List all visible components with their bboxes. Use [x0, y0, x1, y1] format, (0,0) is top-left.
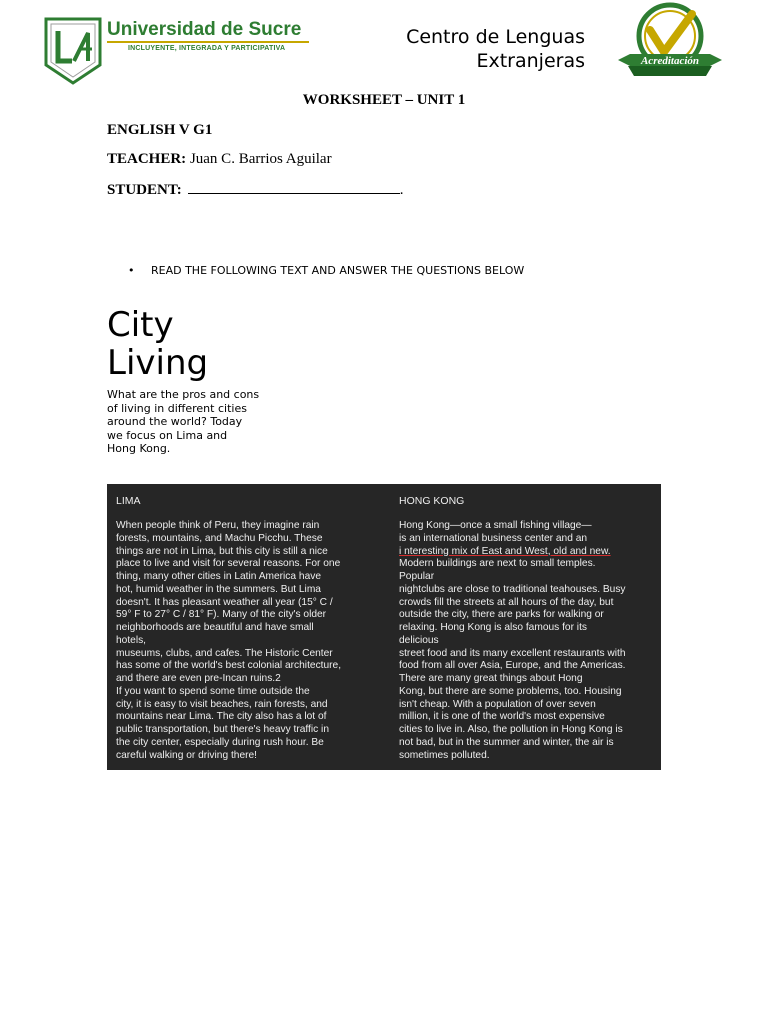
lima-line: has some of the world's best colonial architecture, [116, 660, 342, 672]
lima-line: hotels, [116, 634, 147, 646]
course-label: ENGLISH V G1 [107, 122, 213, 138]
intro-line: around the world? Today [107, 415, 243, 428]
lima-line: city, it is easy to visit beaches, rain forests, and [116, 698, 328, 710]
worksheet-title: WORKSHEET – UNIT 1 [302, 92, 466, 108]
language-center-name [406, 25, 585, 73]
hong-kong-line: outside the city, there are parks for walking or [399, 609, 604, 621]
hong-kong-line: is an international business center and an [399, 532, 588, 544]
hong-kong-line: relaxing. Hong Kong is also famous for its [399, 622, 587, 633]
hong-kong-line: delicious [399, 634, 439, 646]
article-title-line1: City [107, 305, 174, 345]
intro-line: of living in different cities [107, 401, 247, 415]
teacher-row [107, 151, 332, 168]
student-row [107, 181, 404, 199]
hong-kong-heading: HONG KONG [399, 495, 465, 507]
university-tagline: INCLUYENTE, INTEGRADA Y PARTICIPATIVA [128, 45, 286, 52]
lima-line: museums, clubs, and cafes. The Historic Center [116, 647, 333, 659]
hong-kong-body [399, 520, 655, 762]
student-blank-line[interactable] [188, 181, 400, 194]
lima-line: hot, humid weather in the summers. But Lima [116, 583, 321, 595]
intro-line: Hong Kong. [107, 442, 171, 455]
university-shield-logo [44, 15, 102, 85]
accreditation-text: Acreditación [640, 55, 700, 67]
header-divider [107, 41, 309, 43]
lima-line: place to live and visit for several reasons. For one [116, 558, 341, 570]
teacher-name: Juan C. Barrios Aguilar [189, 151, 332, 167]
hong-kong-line: Hong Kong—once a small fishing village— [399, 520, 592, 531]
instruction-text: READ THE FOLLOWING TEXT AND ANSWER THE QUESTIONS BELOW [151, 264, 525, 277]
lima-line: public transportation, but there's heavy traffic in [116, 724, 329, 735]
hong-kong-line: not bad, but in the summer and winter, the air is [399, 736, 614, 748]
bullet-icon: • [128, 264, 135, 277]
hong-kong-line: i nteresting mix of East and West, old and new. [399, 545, 611, 557]
student-label: STUDENT: [107, 182, 182, 198]
article-title [107, 306, 208, 382]
hong-kong-line: sometimes polluted. [399, 749, 490, 761]
lima-line: and there are even pre-Incan ruins.2 [116, 673, 281, 684]
hong-kong-line: street food and its many excellent restaurants with [399, 647, 626, 659]
hong-kong-line: Popular [399, 571, 435, 582]
lima-line: When people think of Peru, they imagine rain [116, 520, 320, 531]
intro-line: we focus on Lima and [107, 428, 228, 442]
intro-line: What are the pros and cons [107, 388, 260, 401]
lima-body [116, 520, 378, 762]
teacher-label: TEACHER: [107, 151, 187, 167]
article-title-line2: Living [107, 343, 209, 383]
hong-kong-line: Modern buildings are next to small temples. [399, 558, 596, 570]
hong-kong-line: There are many great things about Hong [399, 673, 583, 684]
reading-text-panel [107, 484, 661, 770]
course-name [107, 122, 212, 139]
article-intro [107, 388, 277, 456]
hong-kong-line: crowds fill the streets at all hours of the day, but [399, 596, 614, 608]
lima-line: neighborhoods are beautiful and have small [116, 622, 314, 633]
instruction-item [128, 264, 524, 277]
student-suffix: . [399, 182, 404, 198]
lima-column [116, 495, 378, 762]
lima-line: 59° F to 27° C / 81° F). Many of the city's older [116, 609, 327, 621]
hong-kong-column [399, 495, 655, 762]
lima-line: If you want to spend some time outside the [116, 685, 310, 697]
lima-line: careful walking or driving there! [116, 749, 257, 761]
lima-heading: LIMA [116, 495, 141, 507]
hong-kong-line: isn't cheap. With a population of over seven [399, 698, 596, 710]
lima-line: doesn't. It has pleasant weather all year (15° C / [116, 596, 333, 608]
center-name-line1: Centro de Lenguas [406, 26, 585, 48]
accreditation-logo [614, 0, 726, 84]
hong-kong-line: cities to live in. Also, the pollution in Hong Kong is [399, 724, 623, 735]
lima-line: forests, mountains, and Machu Picchu. These [116, 532, 323, 544]
university-name: Universidad de Sucre [107, 19, 302, 40]
lima-line: the city center, especially during rush hour. Be [116, 736, 324, 748]
lima-line: things are not in Lima, but this city is still a nice [116, 545, 328, 557]
hong-kong-line: million, it is one of the world's most expensive [399, 711, 605, 723]
hong-kong-line: food from all over Asia, Europe, and the Americas. [399, 660, 626, 672]
lima-line: thing, many other cities in Latin America have [116, 571, 321, 582]
hong-kong-line: nightclubs are close to traditional teahouses. Busy [399, 583, 626, 595]
hong-kong-line: Kong, but there are some problems, too. Housing [399, 685, 622, 697]
lima-line: mountains near Lima. The city also has a lot of [116, 711, 327, 723]
center-name-line2: Extranjeras [476, 50, 585, 72]
